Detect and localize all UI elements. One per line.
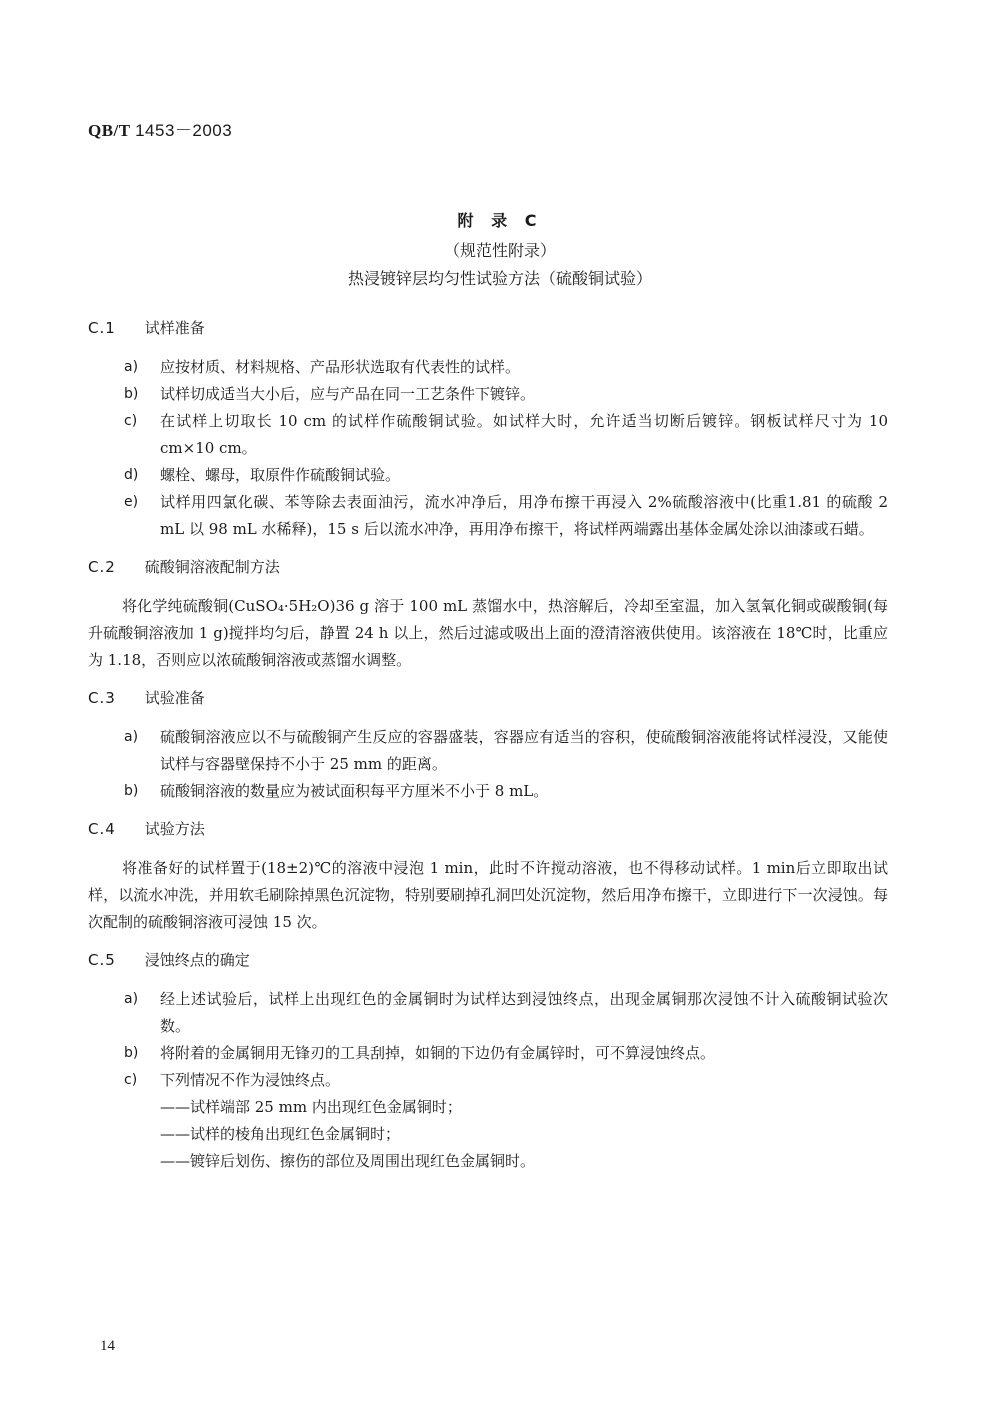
section-number: C.2: [88, 558, 116, 576]
list-marker: d): [124, 467, 139, 483]
section-c5-list: [88, 986, 888, 1175]
annex-type: （规范性附录）: [443, 241, 556, 260]
list-marker: a): [124, 359, 139, 375]
section-c1-heading: [88, 316, 888, 340]
section-title: 试验准备: [144, 689, 205, 707]
list-item: [88, 1067, 888, 1094]
section-c3-heading: [88, 686, 888, 710]
list-item: [88, 462, 888, 489]
list-marker: b): [124, 386, 139, 402]
page-number: 14: [100, 1338, 115, 1354]
list-item: [88, 1040, 888, 1067]
list-item-text: 在试样上切取长 10 cm 的试样作硫酸铜试验。如试样大时，允许适当切断后镀锌。钢板试样尺寸为 10 cm×10 cm。: [160, 412, 888, 457]
section-c5-heading: [88, 948, 888, 972]
list-item: [88, 489, 888, 543]
list-item: [88, 986, 888, 1040]
dash-list-item: ——试样的棱角出现红色金属铜时；: [160, 1125, 401, 1143]
standard-code-number: 1453－2003: [135, 121, 233, 140]
section-number: C.1: [88, 319, 116, 337]
list-item: [88, 408, 888, 462]
list-item: [88, 354, 888, 381]
list-marker: c): [124, 1072, 138, 1088]
list-item: [88, 724, 888, 778]
standard-code: [88, 116, 232, 141]
dash-list-item: ——试样端部 25 mm 内出现红色金属铜时；: [160, 1098, 462, 1116]
section-c1-list: [88, 354, 888, 543]
section-number: C.5: [88, 951, 116, 969]
list-item: [88, 778, 888, 805]
dash-list-item: ——镀锌后划伤、擦伤的部位及周围出现红色金属铜时。: [160, 1152, 536, 1170]
section-title: 浸蚀终点的确定: [144, 951, 250, 969]
list-item-text: 试样切成适当大小后，应与产品在同一工艺条件下镀锌。: [160, 385, 536, 403]
section-c4-paragraph: 将准备好的试样置于(18±2)℃的溶液中浸泡 1 min，此时不许搅动溶液，也不得移动试样。1 min后立即取出试样，以流水冲洗，并用软毛刷除掉黑色沉淀物，特别要刷掉孔洞凹处沉淀物，然后用净布擦干，立即进行下一次浸蚀。每次配制的硫酸铜溶液可浸蚀 15 次。: [88, 859, 888, 931]
section-title: 硫酸铜溶液配制方法: [144, 558, 280, 576]
list-item-text: 下列情况不作为浸蚀终点。: [160, 1071, 341, 1089]
section-c4-heading: [88, 817, 888, 841]
section-c2-heading: [88, 555, 888, 579]
list-marker: c): [124, 413, 138, 429]
section-number: C.3: [88, 689, 116, 707]
section-number: C.4: [88, 820, 116, 838]
standard-code-prefix: QB/T: [88, 121, 131, 140]
list-item: [88, 381, 888, 408]
list-marker: b): [124, 1045, 139, 1061]
list-item-text: 应按材质、材料规格、产品形状选取有代表性的试样。: [160, 358, 521, 376]
list-item-text: 硫酸铜溶液的数量应为被试面积每平方厘米不小于 8 mL。: [160, 782, 549, 800]
section-c3-list: [88, 724, 888, 805]
list-item-text: 将附着的金属铜用无锋刃的工具刮掉，如铜的下边仍有金属锌时，可不算浸蚀终点。: [160, 1044, 716, 1062]
document-body: [88, 316, 888, 1187]
section-title: 试样准备: [144, 319, 205, 337]
list-marker: b): [124, 783, 139, 799]
list-item-text: 经上述试验后，试样上出现红色的金属铜时为试样达到浸蚀终点，出现金属铜那次浸蚀不计入硫酸铜试验次数。: [160, 990, 888, 1035]
annex-name: 热浸镀锌层均匀性试验方法（硫酸铜试验）: [347, 269, 652, 288]
list-item-text: 硫酸铜溶液应以不与硫酸铜产生反应的容器盛装，容器应有适当的容积，使硫酸铜溶液能将试样浸没，又能使试样与容器壁保持不小于 25 mm 的距离。: [160, 728, 888, 773]
list-marker: a): [124, 991, 139, 1007]
section-title: 试验方法: [144, 820, 205, 838]
annex-title: 附 录 C: [457, 211, 543, 230]
section-c2-paragraph: 将化学纯硫酸铜(CuSO₄·5H₂O)36 g 溶于 100 mL 蒸馏水中，热溶解后，冷却至室温，加入氢氧化铜或碳酸铜(每升硫酸铜溶液加 1 g)搅拌均匀后，静置 24 h 以上，然后过滤或吸出上面的澄清溶液供使用。该溶液在 18℃时，比重应为 1.18，否则应以浓硫酸铜溶液或蒸馏水调整。: [88, 597, 888, 669]
list-marker: a): [124, 729, 139, 745]
list-item-text: 试样用四氯化碳、苯等除去表面油污，流水冲净后，用净布擦干再浸入 2%硫酸溶液中(比重1.81 的硫酸 2 mL 以 98 mL 水稀释)，15 s 后以流水冲净，再用净布擦干，将试样两端露出基体金属处涂以油漆或石蜡。: [160, 493, 888, 538]
list-marker: e): [124, 494, 139, 510]
list-item-text: 螺栓、螺母，取原件作硫酸铜试验。: [160, 466, 401, 484]
